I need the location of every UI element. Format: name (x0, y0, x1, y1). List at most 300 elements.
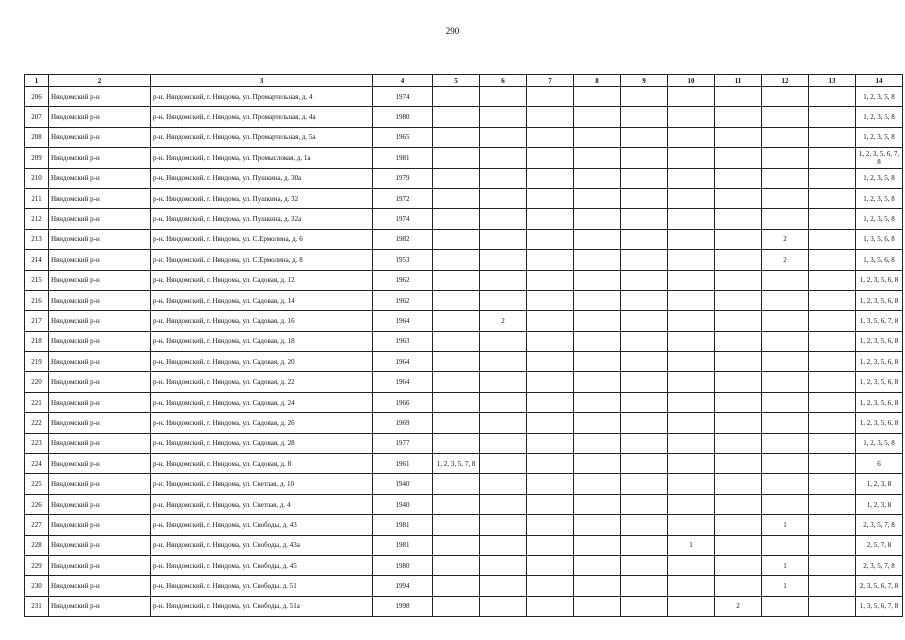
col-6-cell (480, 270, 527, 290)
col-12-cell: 2 (762, 250, 809, 270)
col-6-cell (480, 352, 527, 372)
col-5-cell (433, 352, 480, 372)
col-12-cell: 2 (762, 229, 809, 249)
row-number: 215 (25, 270, 49, 290)
col-13-cell (809, 148, 856, 168)
col-12-cell (762, 168, 809, 188)
table-row (25, 148, 903, 168)
year-cell: 1964 (373, 352, 433, 372)
col-5-cell (433, 372, 480, 392)
col-6-cell (480, 87, 527, 107)
row-number: 228 (25, 535, 49, 555)
address-cell: р-н. Няндомский, г. Няндома, ул. Садовая, д. 28 (151, 433, 373, 453)
col-6-cell (480, 596, 527, 616)
col-8-cell (574, 433, 621, 453)
col-13-cell (809, 535, 856, 555)
row-number: 223 (25, 433, 49, 453)
table-row (25, 494, 903, 514)
address-cell: р-н. Няндомский, г. Няндома, ул. Садовая, д. 18 (151, 331, 373, 351)
col-8-cell (574, 576, 621, 596)
col-9-cell (621, 494, 668, 514)
col-11-cell (715, 535, 762, 555)
column-header-4: 4 (373, 75, 433, 87)
col-8-cell (574, 535, 621, 555)
col-14-cell: 1, 3, 5, 6, 8 (856, 229, 903, 249)
col-7-cell (527, 331, 574, 351)
col-9-cell (621, 270, 668, 290)
col-14-cell: 1, 2, 3, 5, 6, 8 (856, 331, 903, 351)
district-cell: Няндомский р-н (49, 474, 151, 494)
col-14-cell: 1, 3, 5, 6, 7, 8 (856, 311, 903, 331)
col-10-cell (668, 311, 715, 331)
col-10-cell (668, 515, 715, 535)
col-5-cell (433, 168, 480, 188)
col-5-cell (433, 413, 480, 433)
year-cell: 1963 (373, 331, 433, 351)
district-cell: Няндомский р-н (49, 433, 151, 453)
row-number: 206 (25, 87, 49, 107)
row-number: 208 (25, 127, 49, 147)
district-cell: Няндомский р-н (49, 413, 151, 433)
district-cell: Няндомский р-н (49, 209, 151, 229)
district-cell: Няндомский р-н (49, 188, 151, 208)
col-9-cell (621, 168, 668, 188)
row-number: 212 (25, 209, 49, 229)
col-10-cell (668, 331, 715, 351)
col-7-cell (527, 576, 574, 596)
col-12-cell (762, 148, 809, 168)
address-cell: р-н. Няндомский, г. Няндома, ул. Светлая, д. 10 (151, 474, 373, 494)
row-number: 216 (25, 290, 49, 310)
column-header-1: 1 (25, 75, 49, 87)
district-cell: Няндомский р-н (49, 494, 151, 514)
row-number: 210 (25, 168, 49, 188)
district-cell: Няндомский р-н (49, 290, 151, 310)
col-8-cell (574, 474, 621, 494)
col-13-cell (809, 229, 856, 249)
col-12-cell (762, 127, 809, 147)
column-header-10: 10 (668, 75, 715, 87)
col-6-cell (480, 433, 527, 453)
address-cell: р-н. Няндомский, г. Няндома, ул. Пушкина, д. 32а (151, 209, 373, 229)
address-cell: р-н. Няндомский, г. Няндома, ул. Садовая, д. 14 (151, 290, 373, 310)
col-6-cell (480, 555, 527, 575)
address-cell: р-н. Няндомский, г. Няндома, ул. Промартельная, д. 4а (151, 107, 373, 127)
district-cell: Няндомский р-н (49, 107, 151, 127)
col-12-cell (762, 352, 809, 372)
col-14-cell: 1, 2, 3, 5, 6, 7, 8 (856, 148, 903, 168)
col-5-cell (433, 311, 480, 331)
table-row (25, 576, 903, 596)
year-cell: 1966 (373, 392, 433, 412)
col-8-cell (574, 555, 621, 575)
col-11-cell (715, 494, 762, 514)
year-cell: 1953 (373, 250, 433, 270)
col-5-cell (433, 209, 480, 229)
row-number: 220 (25, 372, 49, 392)
col-14-cell: 1, 2, 3, 5, 6, 8 (856, 372, 903, 392)
col-11-cell (715, 168, 762, 188)
col-9-cell (621, 148, 668, 168)
table-header-row (25, 75, 903, 87)
district-cell: Няндомский р-н (49, 555, 151, 575)
col-12-cell (762, 87, 809, 107)
col-14-cell: 1, 2, 3, 5, 6, 8 (856, 290, 903, 310)
building-table (24, 74, 903, 617)
col-12-cell (762, 413, 809, 433)
table-row (25, 87, 903, 107)
col-5-cell (433, 250, 480, 270)
district-cell: Няндомский р-н (49, 576, 151, 596)
address-cell: р-н. Няндомский, г. Няндома, ул. Промартельная, д. 5а (151, 127, 373, 147)
table-row (25, 555, 903, 575)
col-10-cell (668, 433, 715, 453)
col-5-cell (433, 392, 480, 412)
table-row (25, 474, 903, 494)
table-row (25, 535, 903, 555)
col-8-cell (574, 413, 621, 433)
address-cell: р-н. Няндомский, г. Няндома, ул. Садовая, д. 12 (151, 270, 373, 290)
col-6-cell (480, 494, 527, 514)
address-cell: р-н. Няндомский, г. Няндома, ул. Свободы, д. 51а (151, 596, 373, 616)
table-row (25, 107, 903, 127)
col-8-cell (574, 454, 621, 474)
col-11-cell (715, 290, 762, 310)
col-10-cell (668, 250, 715, 270)
col-11-cell (715, 576, 762, 596)
row-number: 229 (25, 555, 49, 575)
col-7-cell (527, 535, 574, 555)
col-9-cell (621, 392, 668, 412)
col-7-cell (527, 311, 574, 331)
address-cell: р-н. Няндомский, г. Няндома, ул. С.Ермолина, д. 6 (151, 229, 373, 249)
col-7-cell (527, 168, 574, 188)
col-14-cell: 1, 2, 3, 5, 6, 8 (856, 413, 903, 433)
col-13-cell (809, 331, 856, 351)
col-5-cell (433, 474, 480, 494)
table-row (25, 596, 903, 616)
col-13-cell (809, 270, 856, 290)
col-6-cell (480, 413, 527, 433)
table-row (25, 250, 903, 270)
address-cell: р-н. Няндомский, г. Няндома, ул. Садовая, д. 26 (151, 413, 373, 433)
year-cell: 1962 (373, 290, 433, 310)
col-7-cell (527, 87, 574, 107)
col-14-cell: 1, 2, 3, 5, 8 (856, 168, 903, 188)
row-number: 209 (25, 148, 49, 168)
col-7-cell (527, 474, 574, 494)
year-cell: 1974 (373, 209, 433, 229)
col-5-cell (433, 229, 480, 249)
col-9-cell (621, 311, 668, 331)
col-11-cell (715, 352, 762, 372)
col-12-cell (762, 474, 809, 494)
table-row (25, 188, 903, 208)
col-12-cell (762, 494, 809, 514)
col-8-cell (574, 127, 621, 147)
col-11-cell (715, 392, 762, 412)
col-10-cell (668, 148, 715, 168)
year-cell: 1964 (373, 372, 433, 392)
table-row (25, 229, 903, 249)
row-number: 221 (25, 392, 49, 412)
col-10-cell: 1 (668, 535, 715, 555)
col-13-cell (809, 392, 856, 412)
column-header-14: 14 (856, 75, 903, 87)
col-11-cell (715, 372, 762, 392)
col-9-cell (621, 454, 668, 474)
col-13-cell (809, 87, 856, 107)
col-10-cell (668, 107, 715, 127)
col-8-cell (574, 209, 621, 229)
col-10-cell (668, 372, 715, 392)
col-7-cell (527, 555, 574, 575)
col-11-cell (715, 433, 762, 453)
col-9-cell (621, 576, 668, 596)
col-7-cell (527, 372, 574, 392)
col-8-cell (574, 107, 621, 127)
address-cell: р-н. Няндомский, г. Няндома, ул. Садовая, д. 22 (151, 372, 373, 392)
table-row (25, 352, 903, 372)
col-9-cell (621, 515, 668, 535)
col-9-cell (621, 331, 668, 351)
district-cell: Няндомский р-н (49, 311, 151, 331)
col-12-cell (762, 209, 809, 229)
row-number: 224 (25, 454, 49, 474)
col-11-cell (715, 87, 762, 107)
col-5-cell (433, 535, 480, 555)
year-cell: 1940 (373, 494, 433, 514)
district-cell: Няндомский р-н (49, 87, 151, 107)
col-13-cell (809, 311, 856, 331)
col-5-cell (433, 107, 480, 127)
col-9-cell (621, 209, 668, 229)
col-9-cell (621, 87, 668, 107)
col-8-cell (574, 392, 621, 412)
year-cell: 1961 (373, 454, 433, 474)
col-14-cell: 2, 3, 5, 7, 8 (856, 515, 903, 535)
col-10-cell (668, 392, 715, 412)
column-header-8: 8 (574, 75, 621, 87)
col-13-cell (809, 209, 856, 229)
col-11-cell: 2 (715, 596, 762, 616)
col-7-cell (527, 290, 574, 310)
col-14-cell: 1, 2, 3, 5, 8 (856, 127, 903, 147)
row-number: 207 (25, 107, 49, 127)
col-6-cell (480, 331, 527, 351)
col-8-cell (574, 87, 621, 107)
col-5-cell (433, 515, 480, 535)
col-6-cell (480, 454, 527, 474)
col-6-cell (480, 576, 527, 596)
year-cell: 1981 (373, 535, 433, 555)
col-7-cell (527, 270, 574, 290)
district-cell: Няндомский р-н (49, 148, 151, 168)
table-row (25, 331, 903, 351)
col-7-cell (527, 494, 574, 514)
table-body (25, 87, 903, 617)
district-cell: Няндомский р-н (49, 127, 151, 147)
year-cell: 1979 (373, 168, 433, 188)
col-13-cell (809, 454, 856, 474)
address-cell: р-н. Няндомский, г. Няндома, ул. Садовая, д. 20 (151, 352, 373, 372)
column-header-13: 13 (809, 75, 856, 87)
district-cell: Няндомский р-н (49, 535, 151, 555)
col-8-cell (574, 188, 621, 208)
address-cell: р-н. Няндомский, г. Няндома, ул. Свободы, д. 51 (151, 576, 373, 596)
table-row (25, 270, 903, 290)
district-cell: Няндомский р-н (49, 596, 151, 616)
row-number: 225 (25, 474, 49, 494)
col-9-cell (621, 107, 668, 127)
column-header-3: 3 (151, 75, 373, 87)
col-12-cell (762, 433, 809, 453)
col-9-cell (621, 413, 668, 433)
col-5-cell (433, 576, 480, 596)
col-9-cell (621, 352, 668, 372)
column-header-6: 6 (480, 75, 527, 87)
col-13-cell (809, 107, 856, 127)
table-row (25, 413, 903, 433)
col-14-cell: 1, 2, 3, 5, 8 (856, 107, 903, 127)
column-header-12: 12 (762, 75, 809, 87)
col-10-cell (668, 494, 715, 514)
col-8-cell (574, 352, 621, 372)
col-10-cell (668, 229, 715, 249)
address-cell: р-н. Няндомский, г. Няндома, ул. Свободы, д. 43 (151, 515, 373, 535)
address-cell: р-н. Няндомский, г. Няндома, ул. Промартельная, д. 4 (151, 87, 373, 107)
col-13-cell (809, 168, 856, 188)
col-14-cell: 1, 2, 3, 5, 8 (856, 433, 903, 453)
year-cell: 1977 (373, 433, 433, 453)
col-9-cell (621, 127, 668, 147)
col-7-cell (527, 352, 574, 372)
col-6-cell (480, 515, 527, 535)
col-14-cell: 1, 2, 3, 5, 8 (856, 87, 903, 107)
page-number: 290 (445, 26, 460, 36)
district-cell: Няндомский р-н (49, 372, 151, 392)
table-row (25, 127, 903, 147)
col-6-cell (480, 250, 527, 270)
col-13-cell (809, 250, 856, 270)
col-11-cell (715, 331, 762, 351)
col-10-cell (668, 209, 715, 229)
address-cell: р-н. Няндомский, г. Няндома, ул. Свободы, д. 45 (151, 555, 373, 575)
row-number: 231 (25, 596, 49, 616)
col-9-cell (621, 555, 668, 575)
year-cell: 1962 (373, 270, 433, 290)
col-6-cell (480, 229, 527, 249)
col-7-cell (527, 454, 574, 474)
col-11-cell (715, 454, 762, 474)
table-row (25, 290, 903, 310)
col-6-cell (480, 290, 527, 310)
district-cell: Няндомский р-н (49, 250, 151, 270)
col-7-cell (527, 392, 574, 412)
column-header-5: 5 (433, 75, 480, 87)
col-5-cell (433, 433, 480, 453)
col-7-cell (527, 515, 574, 535)
col-7-cell (527, 188, 574, 208)
col-10-cell (668, 87, 715, 107)
col-12-cell: 1 (762, 515, 809, 535)
address-cell: р-н. Няндомский, г. Няндома, ул. Садовая, д. 8 (151, 454, 373, 474)
col-12-cell: 1 (762, 555, 809, 575)
table-row (25, 209, 903, 229)
col-6-cell (480, 372, 527, 392)
col-12-cell (762, 107, 809, 127)
col-10-cell (668, 270, 715, 290)
col-11-cell (715, 474, 762, 494)
col-14-cell: 2, 3, 5, 7, 8 (856, 555, 903, 575)
col-10-cell (668, 352, 715, 372)
col-5-cell (433, 290, 480, 310)
col-12-cell (762, 311, 809, 331)
col-11-cell (715, 555, 762, 575)
col-5-cell (433, 270, 480, 290)
district-cell: Няндомский р-н (49, 168, 151, 188)
col-5-cell (433, 555, 480, 575)
year-cell: 1969 (373, 413, 433, 433)
col-6-cell (480, 474, 527, 494)
col-8-cell (574, 270, 621, 290)
col-12-cell (762, 392, 809, 412)
col-10-cell (668, 596, 715, 616)
year-cell: 1972 (373, 188, 433, 208)
col-11-cell (715, 148, 762, 168)
col-14-cell: 1, 3, 5, 6, 7, 8 (856, 596, 903, 616)
table-row (25, 372, 903, 392)
col-8-cell (574, 372, 621, 392)
col-10-cell (668, 555, 715, 575)
col-7-cell (527, 413, 574, 433)
col-9-cell (621, 372, 668, 392)
col-14-cell: 6 (856, 454, 903, 474)
column-header-2: 2 (49, 75, 151, 87)
table-row (25, 454, 903, 474)
col-7-cell (527, 148, 574, 168)
col-13-cell (809, 555, 856, 575)
col-7-cell (527, 127, 574, 147)
row-number: 217 (25, 311, 49, 331)
col-11-cell (715, 270, 762, 290)
col-13-cell (809, 188, 856, 208)
col-12-cell (762, 596, 809, 616)
col-11-cell (715, 229, 762, 249)
col-9-cell (621, 229, 668, 249)
year-cell: 1980 (373, 107, 433, 127)
col-13-cell (809, 474, 856, 494)
col-5-cell (433, 188, 480, 208)
col-13-cell (809, 290, 856, 310)
col-11-cell (715, 515, 762, 535)
col-12-cell (762, 270, 809, 290)
col-11-cell (715, 127, 762, 147)
column-header-7: 7 (527, 75, 574, 87)
col-13-cell (809, 576, 856, 596)
col-12-cell (762, 535, 809, 555)
col-9-cell (621, 596, 668, 616)
row-number: 222 (25, 413, 49, 433)
row-number: 230 (25, 576, 49, 596)
col-5-cell (433, 87, 480, 107)
col-8-cell (574, 311, 621, 331)
col-9-cell (621, 474, 668, 494)
col-11-cell (715, 250, 762, 270)
table-row (25, 311, 903, 331)
col-10-cell (668, 188, 715, 208)
year-cell: 1998 (373, 596, 433, 616)
